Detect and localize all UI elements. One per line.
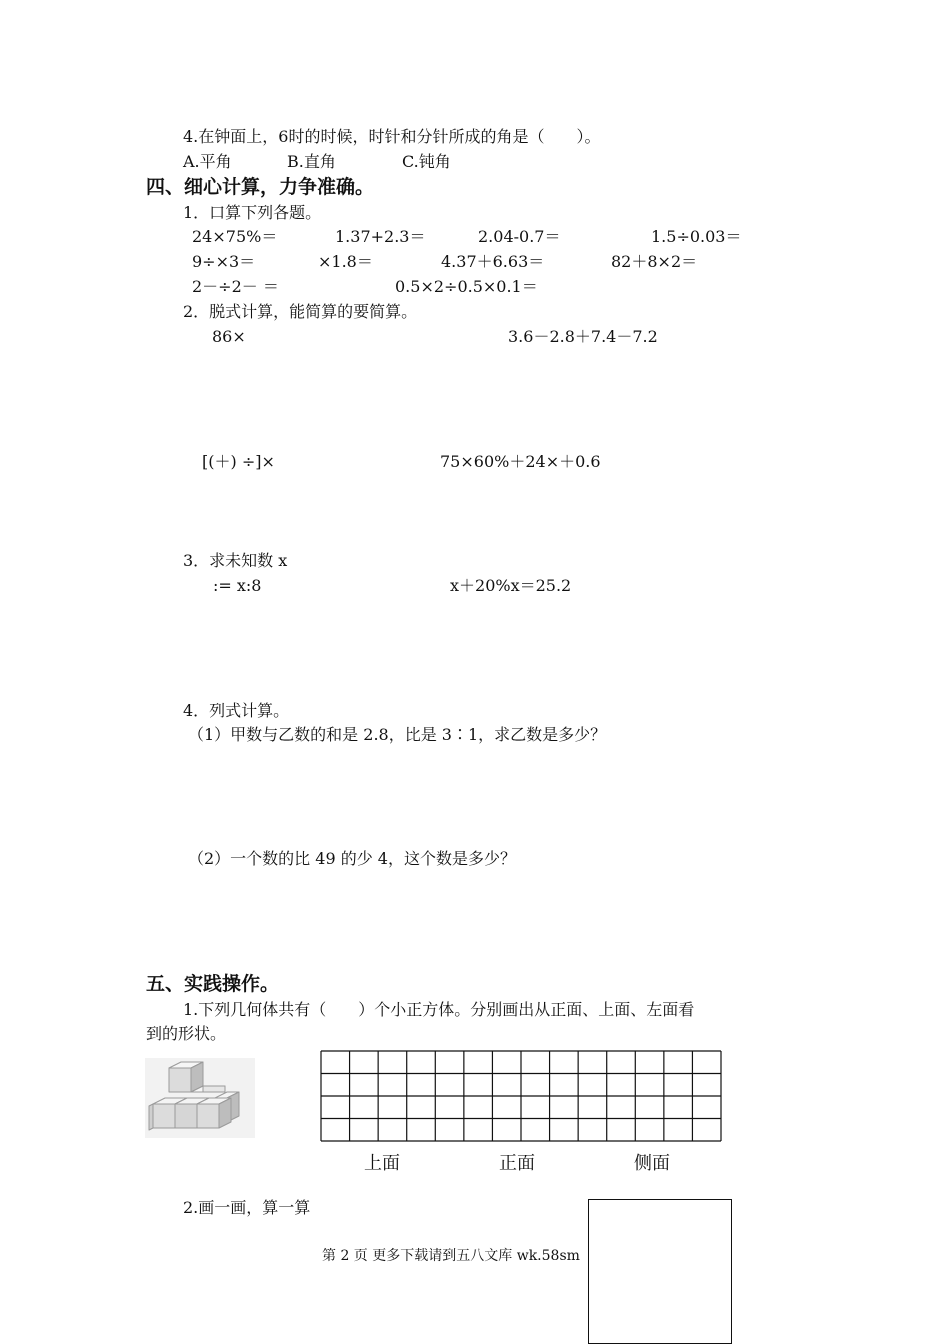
draw-calc-title: 2.画一画，算一算 [183, 1198, 311, 1217]
step-calc-expr: [(＋) ÷]× [202, 452, 275, 471]
page-footer: 第 2 页 更多下载请到五八文库 wk.58sm [322, 1248, 580, 1264]
cubes-figure [145, 1058, 255, 1138]
cube-face [197, 1104, 219, 1128]
mental-calc-item: 2－÷2－ ＝ [192, 277, 279, 296]
cubes-question-line2: 到的形状。 [146, 1024, 227, 1043]
drawing-box[interactable] [588, 1199, 732, 1344]
drawing-grid[interactable] [320, 1050, 722, 1142]
step-calc-title: 2．脱式计算，能简算的要简算。 [183, 302, 418, 321]
cube-face [169, 1068, 191, 1092]
unknown-x-title: 3．求未知数 x [183, 551, 288, 570]
mental-calc-item: 82＋8×2＝ [611, 252, 698, 271]
mental-calc-title: 1．口算下列各题。 [183, 203, 322, 222]
view-label-side: 侧面 [634, 1153, 670, 1174]
word-calc-title: 4．列式计算。 [183, 701, 290, 720]
cube-face [149, 1104, 153, 1130]
cube-face [153, 1104, 175, 1128]
word-problem: （2）一个数的比 49 的少 4，这个数是多少？ [188, 849, 516, 868]
mental-calc-item: 1.37+2.3＝ [335, 227, 426, 246]
mental-calc-item: 2.04-0.7＝ [478, 227, 561, 246]
cube-face [175, 1104, 197, 1128]
option-a: A.平角 [183, 152, 232, 171]
view-label-top: 上面 [364, 1153, 400, 1174]
option-b: B.直角 [287, 152, 336, 171]
mental-calc-item: 24×75%＝ [192, 227, 278, 246]
mental-calc-item: 4.37＋6.63＝ [441, 252, 545, 271]
mental-calc-item: 1.5÷0.03＝ [651, 227, 742, 246]
word-problem: （1）甲数与乙数的和是 2.8，比是 3∶1，求乙数是多少？ [188, 725, 607, 744]
section4-heading: 四、细心计算，力争准确。 [146, 176, 375, 198]
step-calc-expr: 86× [212, 327, 246, 346]
equation: x＋20%x＝25.2 [450, 576, 572, 595]
section5-heading: 五、实践操作。 [146, 973, 280, 995]
option-c: C.钝角 [402, 152, 451, 171]
clock-question: 4.在钟面上，6时的时候，时针和分针所成的角是（ ）。 [183, 127, 601, 146]
step-calc-expr: 3.6－2.8＋7.4－7.2 [508, 327, 658, 346]
view-label-front: 正面 [499, 1153, 535, 1174]
mental-calc-item: 0.5×2÷0.5×0.1＝ [395, 277, 538, 296]
cube-face [203, 1086, 225, 1092]
mental-calc-item: ×1.8＝ [318, 252, 373, 271]
mental-calc-item: 9÷×3＝ [192, 252, 256, 271]
cubes-question-line1: 1.下列几何体共有（ ）个小正方体。分别画出从正面、上面、左面看 [183, 1000, 695, 1019]
step-calc-expr: 75×60%＋24×＋0.6 [440, 452, 601, 471]
equation: := x:8 [213, 576, 262, 595]
